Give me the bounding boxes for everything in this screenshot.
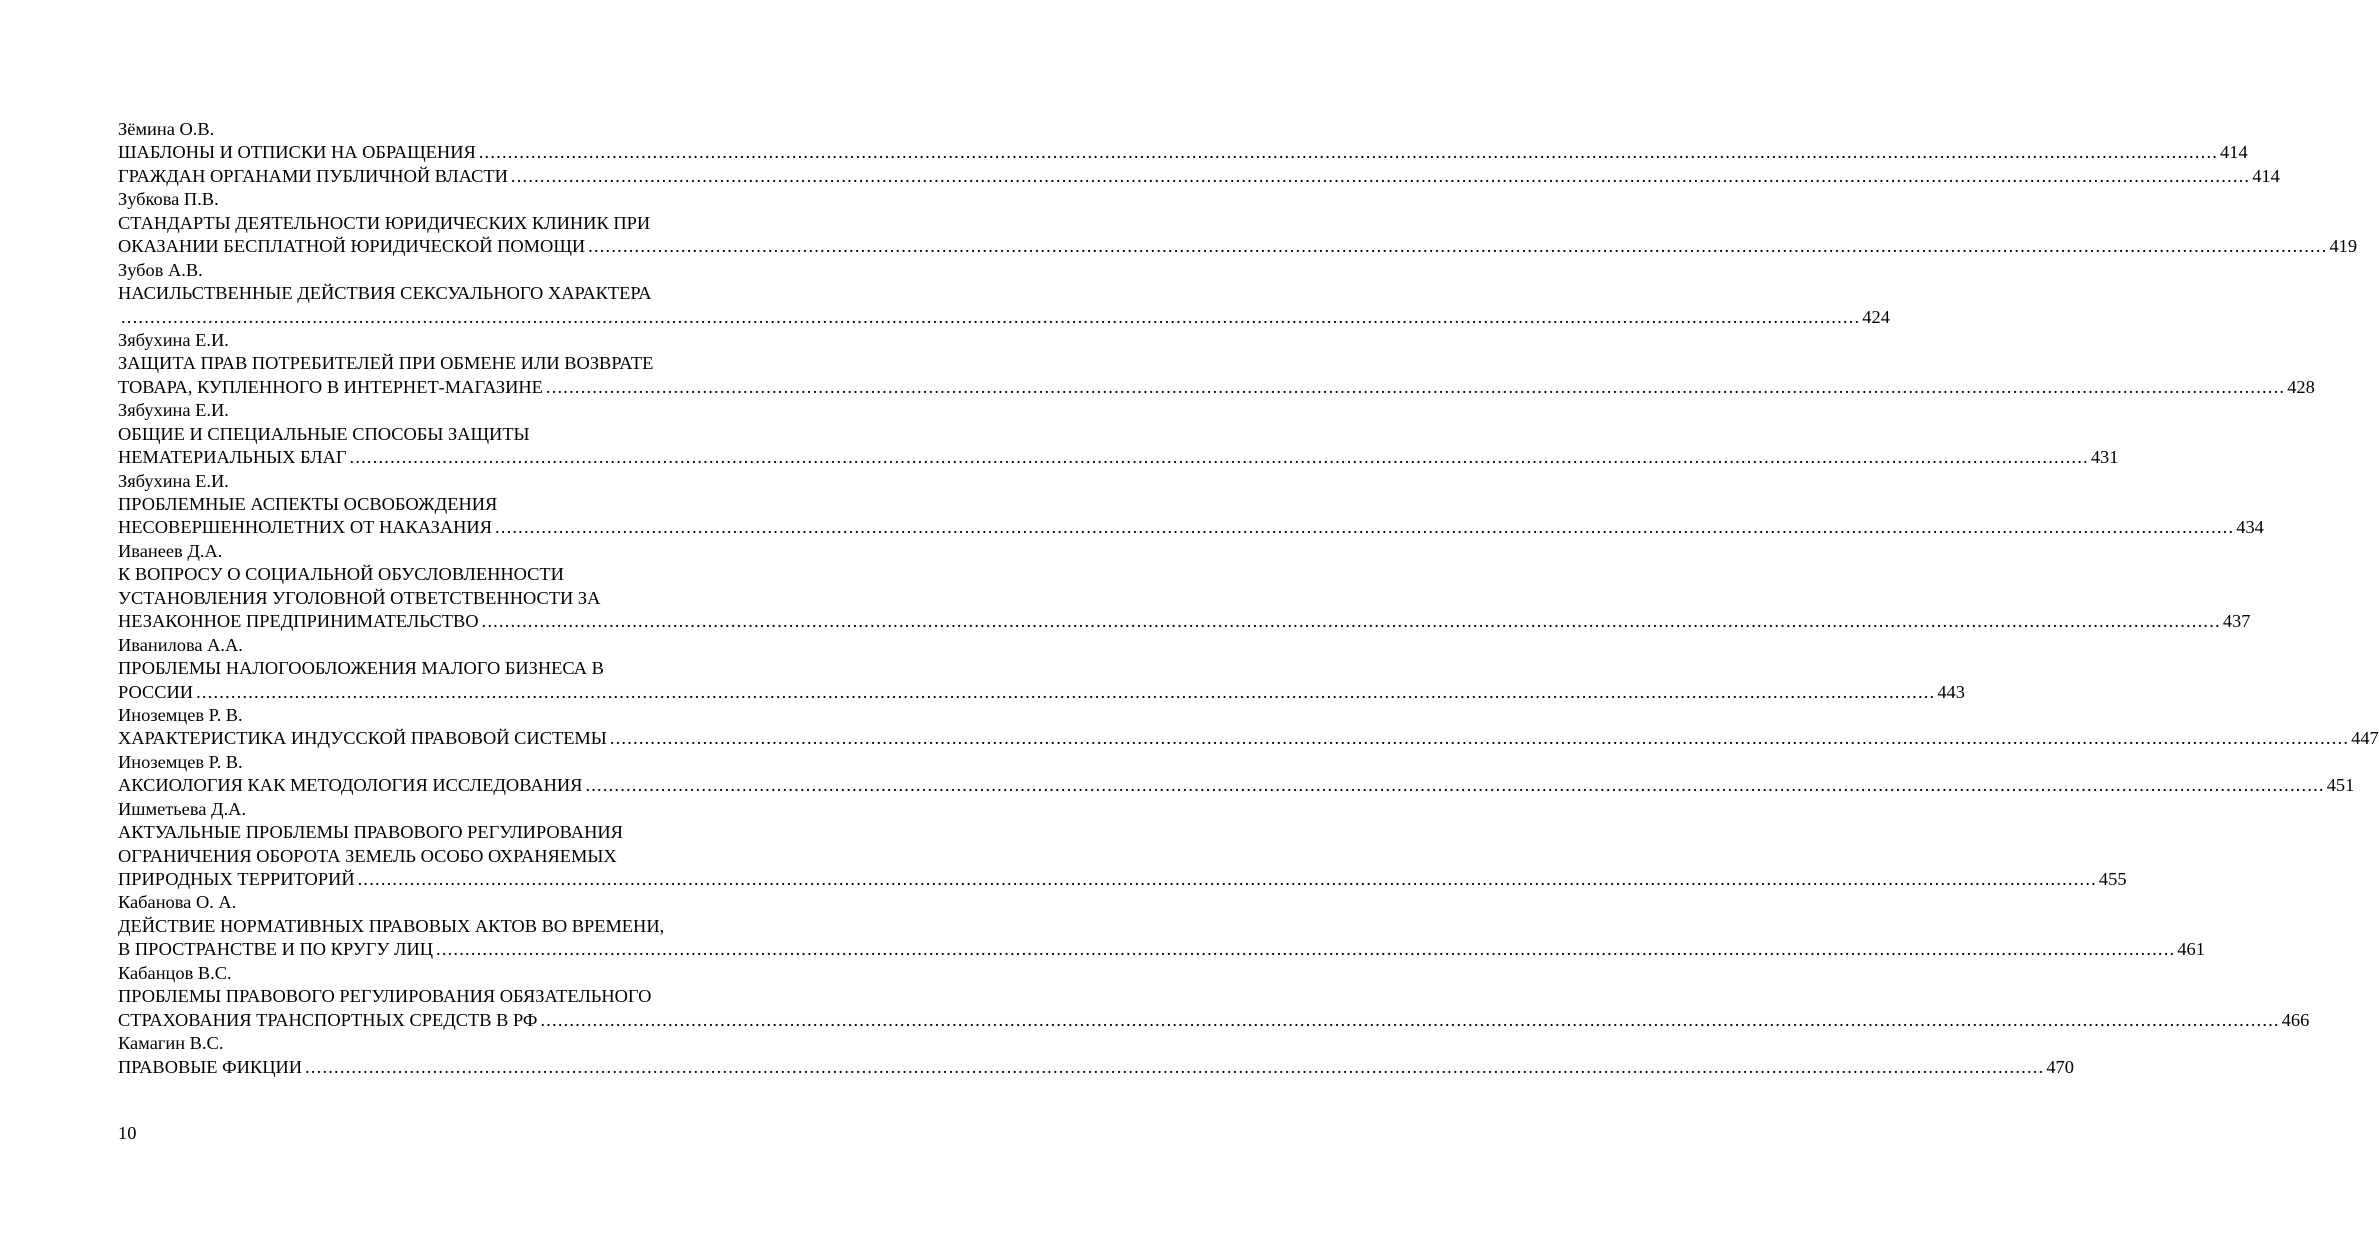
entry-page-number: 424 [1862, 306, 1890, 327]
entry-author: Иноземцев Р. В. [118, 704, 243, 725]
entry-author: Зябухина Е.И. [118, 329, 229, 350]
entry-page-number: 455 [2098, 869, 2127, 889]
entry-title-text: НЕЗАКОННОЕ ПРЕДПРИНИМАТЕЛЬСТВО [118, 611, 479, 632]
entry-page-number: 414 [2252, 165, 2280, 186]
page-number: 10 [118, 1123, 137, 1143]
entry-author: Зубкова П.В. [118, 189, 219, 210]
dot-leader: ............................................................................................................................................................................................................................................................................................................ [494, 517, 2235, 538]
entry-title-text: ХАРАКТЕРИСТИКА ИНДУССКОЙ ПРАВОВОЙ СИСТЕМЫ [118, 728, 607, 749]
entry-page-number: 466 [2281, 1009, 2310, 1030]
dot-leader: ............................................................................................................................................................................................................................................................................................................ [196, 681, 1936, 702]
entry-title-line [118, 681, 1965, 704]
entry-title-line: АКТУАЛЬНЫЕ ПРОБЛЕМЫ ПРАВОВОГО РЕГУЛИРОВАНИЯ [118, 822, 623, 843]
entry-title-line: К ВОПРОСУ О СОЦИАЛЬНОЙ ОБУСЛОВЛЕННОСТИ [118, 564, 564, 585]
entry-title-line [118, 165, 2280, 188]
dot-leader: ............................................................................................................................................................................................................................................................................................................ [121, 306, 1861, 327]
entry-title-line [118, 727, 2379, 750]
entry-title-line: ЗАЩИТА ПРАВ ПОТРЕБИТЕЛЕЙ ПРИ ОБМЕНЕ ИЛИ ВОЗВРАТЕ [118, 353, 654, 374]
entry-page-number: 470 [2046, 1056, 2074, 1077]
entry-author: Иванеев Д.А. [118, 540, 223, 561]
entry-author: Зёмина О.В. [118, 119, 215, 139]
entry-page-number: 431 [2090, 447, 2119, 468]
entry-title-line [118, 376, 2315, 399]
entry-author: Зябухина Е.И. [118, 470, 229, 491]
dot-leader: ............................................................................................................................................................................................................................................................................................................ [545, 376, 2286, 397]
entry-title-line: ОБЩИЕ И СПЕЦИАЛЬНЫЕ СПОСОБЫ ЗАЩИТЫ [118, 423, 530, 444]
entry-author: Кабанцов В.С. [118, 962, 232, 983]
dot-leader: ............................................................................................................................................................................................................................................................................................................ [349, 447, 2089, 468]
entry-title-text: ТОВАРА, КУПЛЕННОГО В ИНТЕРНЕТ-МАГАЗИНЕ [118, 376, 543, 397]
dot-leader: ............................................................................................................................................................................................................................................................................................................ [436, 939, 2176, 960]
entry-title-line [118, 868, 2127, 891]
entry-title-line [118, 1009, 2310, 1032]
entry-title-text: СТРАХОВАНИЯ ТРАНСПОРТНЫХ СРЕДСТВ В РФ [118, 1009, 538, 1030]
entry-author: Зубов А.В. [118, 259, 203, 280]
entry-title-text: РОССИИ [118, 681, 194, 702]
dot-leader: ............................................................................................................................................................................................................................................................................................................ [305, 1056, 2045, 1077]
dot-leader: ............................................................................................................................................................................................................................................................................................................ [510, 165, 2251, 186]
entry-title-text: ПРИРОДНЫХ ТЕРРИТОРИЙ [118, 869, 355, 889]
entry-title-line: ОГРАНИЧЕНИЯ ОБОРОТА ЗЕМЕЛЬ ОСОБО ОХРАНЯЕМЫХ [118, 845, 617, 866]
entry-title-line: НАСИЛЬСТВЕННЫЕ ДЕЙСТВИЯ СЕКСУАЛЬНОГО ХАРАКТЕРА [118, 283, 652, 304]
entry-page-number: 447 [2351, 728, 2379, 749]
dot-leader: ............................................................................................................................................................................................................................................................................................................ [540, 1009, 2280, 1030]
entry-title-text: АКСИОЛОГИЯ КАК МЕТОДОЛОГИЯ ИССЛЕДОВАНИЯ [118, 775, 583, 796]
entry-title-line: УСТАНОВЛЕНИЯ УГОЛОВНОЙ ОТВЕТСТВЕННОСТИ ЗА [118, 587, 601, 608]
entry-title-line [118, 235, 2358, 258]
dot-leader: ............................................................................................................................................................................................................................................................................................................ [481, 611, 2221, 632]
entry-title-line [118, 516, 2264, 539]
entry-title-text: ПРАВОВЫЕ ФИКЦИИ [118, 1056, 303, 1077]
entry-title-line: ПРОБЛЕМНЫЕ АСПЕКТЫ ОСВОБОЖДЕНИЯ [118, 494, 498, 514]
dot-leader: ............................................................................................................................................................................................................................................................................................................ [357, 869, 2097, 889]
entry-title-text: НЕМАТЕРИАЛЬНЫХ БЛАГ [118, 447, 347, 468]
entry-page-number: 443 [1937, 681, 1965, 702]
entry-title-line [118, 610, 2251, 633]
entry-page-number: 437 [2222, 611, 2251, 632]
entry-author: Ишметьева Д.А. [118, 798, 247, 819]
entry-title-line [118, 141, 2248, 164]
entry-title-line: ПРОБЛЕМЫ ПРАВОВОГО РЕГУЛИРОВАНИЯ ОБЯЗАТЕЛЬНОГО [118, 986, 652, 1007]
entry-author: Иноземцев Р. В. [118, 751, 243, 772]
entry-title-line: ПРОБЛЕМЫ НАЛОГООБЛОЖЕНИЯ МАЛОГО БИЗНЕСА В [118, 658, 604, 679]
entry-page-number: 414 [2220, 142, 2248, 163]
entry-page-number: 428 [2287, 376, 2315, 397]
entry-title-line [118, 1056, 2074, 1079]
entry-page-number: 461 [2177, 939, 2205, 960]
entry-title-line [118, 774, 2355, 797]
entry-page-number: 434 [2236, 517, 2264, 538]
entry-title-line: ДЕЙСТВИЕ НОРМАТИВНЫХ ПРАВОВЫХ АКТОВ ВО ВРЕМЕНИ, [118, 915, 665, 936]
entry-author: Кабанова О. А. [118, 892, 237, 913]
entry-title-line [118, 446, 2119, 469]
dot-leader: ............................................................................................................................................................................................................................................................................................................ [478, 142, 2219, 163]
entry-title-text: ГРАЖДАН ОРГАНАМИ ПУБЛИЧНОЙ ВЛАСТИ [118, 165, 508, 186]
entry-title-text: ШАБЛОНЫ И ОТПИСКИ НА ОБРАЩЕНИЯ [118, 142, 476, 163]
dot-leader: ............................................................................................................................................................................................................................................................................................................ [588, 236, 2328, 257]
entry-author: Зябухина Е.И. [118, 400, 229, 421]
dot-leader: ............................................................................................................................................................................................................................................................................................................ [585, 775, 2325, 796]
entry-page-number: 451 [2326, 775, 2355, 796]
entry-page-number: 419 [2329, 236, 2358, 257]
entry-author: Камагин В.С. [118, 1033, 224, 1054]
dot-leader: ............................................................................................................................................................................................................................................................................................................ [609, 728, 2350, 749]
table-of-contents [118, 118, 2379, 1079]
entry-title-text: ОКАЗАНИИ БЕСПЛАТНОЙ ЮРИДИЧЕСКОЙ ПОМОЩИ [118, 236, 586, 257]
entry-title-text: В ПРОСТРАНСТВЕ И ПО КРУГУ ЛИЦ [118, 939, 434, 960]
entry-title-line [118, 938, 2205, 961]
entry-title-line [118, 306, 1890, 329]
entry-author: Иванилова А.А. [118, 634, 243, 655]
entry-title-line: СТАНДАРТЫ ДЕЯТЕЛЬНОСТИ ЮРИДИЧЕСКИХ КЛИНИК ПРИ [118, 212, 651, 233]
entry-title-text: НЕСОВЕРШЕННОЛЕТНИХ ОТ НАКАЗАНИЯ [118, 517, 492, 538]
